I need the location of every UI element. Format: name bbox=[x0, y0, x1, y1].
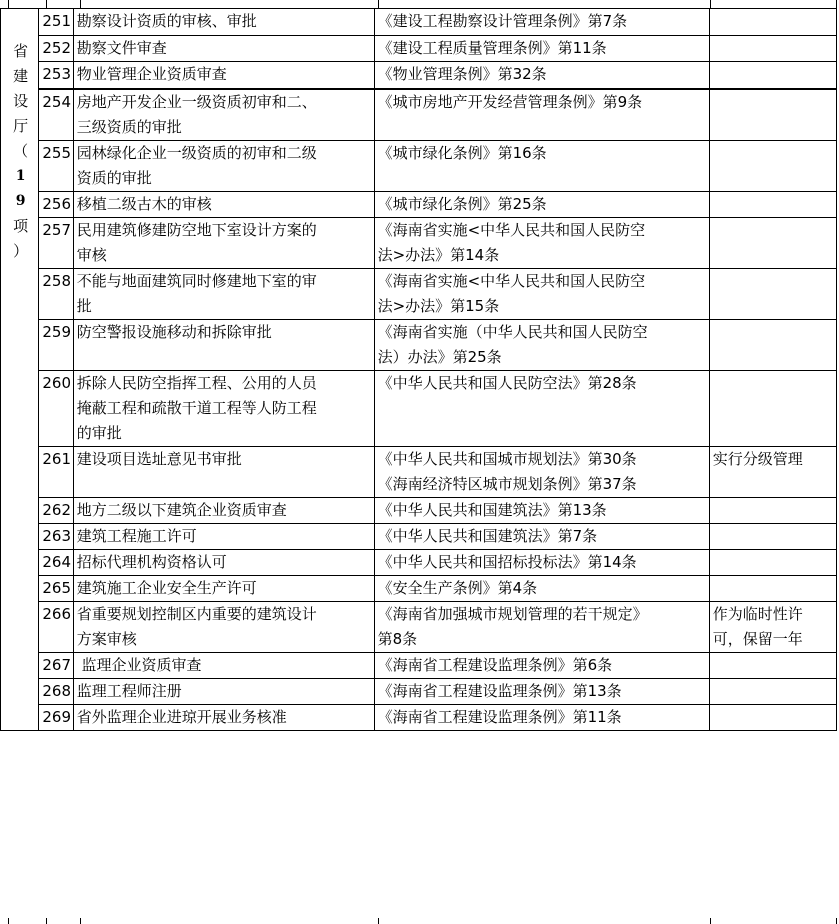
legal-basis-cell bbox=[374, 524, 709, 550]
item-name-line: 建筑施工企业安全生产许可 bbox=[76, 579, 257, 597]
item-number: 256 bbox=[39, 192, 73, 218]
remark-cell bbox=[709, 498, 836, 524]
remark-cell bbox=[709, 9, 836, 36]
item-name-cell bbox=[73, 218, 374, 269]
legal-basis-cell bbox=[374, 141, 709, 192]
item-name-line: 建设项目选址意见书审批 bbox=[76, 450, 242, 468]
item-name-cell bbox=[73, 269, 374, 320]
legal-basis-line: 《海南省工程建设监理条例》第6条 bbox=[377, 656, 613, 674]
table-bottom-edge bbox=[0, 918, 839, 924]
item-number: 261 bbox=[39, 447, 73, 498]
table-row bbox=[1, 320, 837, 371]
department-char: 设 bbox=[13, 92, 29, 110]
legal-basis-cell bbox=[374, 218, 709, 269]
remark-cell bbox=[709, 602, 836, 653]
item-number: 267 bbox=[39, 653, 73, 679]
item-name-line: 批 bbox=[76, 297, 92, 315]
item-number: 260 bbox=[39, 371, 73, 447]
remark-cell bbox=[709, 62, 836, 89]
table-row bbox=[1, 653, 837, 679]
item-number: 265 bbox=[39, 576, 73, 602]
legal-basis-cell bbox=[374, 447, 709, 498]
legal-basis-cell bbox=[374, 653, 709, 679]
department-char: 厅 bbox=[13, 117, 29, 135]
legal-basis-cell bbox=[374, 371, 709, 447]
legal-basis-line: 法>办法》第14条 bbox=[377, 246, 500, 264]
item-name-cell bbox=[73, 653, 374, 679]
item-name-line: 三级资质的审批 bbox=[76, 118, 182, 136]
legal-basis-cell bbox=[374, 320, 709, 371]
table-row bbox=[1, 576, 837, 602]
item-number: 258 bbox=[39, 269, 73, 320]
table-row bbox=[1, 524, 837, 550]
legal-basis-line: 《建设工程勘察设计管理条例》第7条 bbox=[377, 12, 628, 30]
remark-cell bbox=[709, 89, 836, 141]
department-char: 项 bbox=[13, 217, 29, 235]
item-name-line: 审核 bbox=[76, 246, 107, 264]
item-number: 266 bbox=[39, 602, 73, 653]
department-char: （ bbox=[13, 142, 29, 160]
item-name-line: 勘察文件审查 bbox=[76, 38, 167, 57]
remark-cell bbox=[709, 320, 836, 371]
item-name-cell bbox=[73, 320, 374, 371]
item-name-cell bbox=[73, 447, 374, 498]
item-number: 262 bbox=[39, 498, 73, 524]
legal-basis-line: 法）办法》第25条 bbox=[377, 348, 502, 366]
legal-basis-line: 《中华人民共和国建筑法》第13条 bbox=[377, 501, 607, 519]
item-name-cell bbox=[73, 679, 374, 705]
legal-basis-cell bbox=[374, 89, 709, 141]
item-name-cell bbox=[73, 705, 374, 731]
remark-cell bbox=[709, 524, 836, 550]
legal-basis-line: 《海南省实施<中华人民共和国人民防空 bbox=[377, 272, 646, 290]
legal-basis-cell bbox=[374, 576, 709, 602]
item-name-line: 园林绿化企业一级资质的初审和二级 bbox=[76, 144, 317, 162]
remark-cell bbox=[709, 269, 836, 320]
item-name-line: 省重要规划控制区内重要的建筑设计 bbox=[76, 605, 317, 623]
table-row bbox=[1, 192, 837, 218]
item-number: 264 bbox=[39, 550, 73, 576]
table-row bbox=[1, 550, 837, 576]
remark-cell bbox=[709, 447, 836, 498]
item-number: 254 bbox=[39, 89, 73, 141]
item-name-line: 掩蔽工程和疏散干道工程等人防工程 bbox=[76, 399, 317, 417]
item-number: 263 bbox=[39, 524, 73, 550]
table-top-edge bbox=[0, 0, 839, 8]
department-cell bbox=[1, 89, 39, 731]
remark-cell bbox=[709, 679, 836, 705]
legal-basis-cell bbox=[374, 192, 709, 218]
legal-basis-cell bbox=[374, 9, 709, 36]
legal-basis-line: 《海南省加强城市规划管理的若干规定》 bbox=[377, 605, 648, 623]
item-name-line: 地方二级以下建筑企业资质审查 bbox=[76, 501, 287, 519]
legal-basis-cell bbox=[374, 602, 709, 653]
remark-cell bbox=[709, 371, 836, 447]
item-name-line: 防空警报设施移动和拆除审批 bbox=[76, 323, 272, 341]
table-row bbox=[1, 602, 837, 653]
item-number: 251 bbox=[39, 9, 73, 36]
table-row bbox=[1, 35, 837, 62]
legal-basis-line: 法>办法》第15条 bbox=[377, 297, 500, 315]
remark-cell bbox=[709, 705, 836, 731]
department-item-count: 19 bbox=[15, 168, 26, 209]
item-number: 253 bbox=[39, 62, 73, 89]
department-cell-top bbox=[1, 9, 39, 90]
legal-basis-cell bbox=[374, 269, 709, 320]
item-name-line: 省外监理企业进琼开展业务核准 bbox=[76, 708, 287, 726]
department-label-part1 bbox=[13, 9, 29, 89]
item-name-cell bbox=[73, 524, 374, 550]
table-row bbox=[1, 141, 837, 192]
item-name-cell bbox=[73, 192, 374, 218]
table-row bbox=[1, 218, 837, 269]
table-row bbox=[1, 679, 837, 705]
item-name-line: 监理企业资质审查 bbox=[76, 656, 202, 674]
item-number: 259 bbox=[39, 320, 73, 371]
item-name-cell bbox=[73, 602, 374, 653]
approval-items-table bbox=[0, 8, 837, 731]
item-number: 257 bbox=[39, 218, 73, 269]
remark-cell bbox=[709, 550, 836, 576]
item-name-line: 方案审核 bbox=[76, 630, 137, 648]
department-char: 建 bbox=[13, 67, 29, 85]
item-name-cell bbox=[73, 550, 374, 576]
legal-basis-cell bbox=[374, 62, 709, 89]
item-number: 268 bbox=[39, 679, 73, 705]
item-number: 252 bbox=[39, 35, 73, 62]
item-name-line: 拆除人民防空指挥工程、公用的人员 bbox=[76, 374, 317, 392]
department-char: 省 bbox=[13, 42, 29, 60]
table-row bbox=[1, 269, 837, 320]
item-name-line: 的审批 bbox=[76, 424, 122, 442]
item-name-cell bbox=[73, 576, 374, 602]
item-name-line: 资质的审批 bbox=[76, 169, 152, 187]
legal-basis-line: 《中华人民共和国建筑法》第7条 bbox=[377, 527, 598, 545]
item-name-cell bbox=[73, 89, 374, 141]
legal-basis-cell bbox=[374, 550, 709, 576]
legal-basis-cell bbox=[374, 705, 709, 731]
table-row bbox=[1, 371, 837, 447]
legal-basis-line: 《中华人民共和国人民防空法》第28条 bbox=[377, 374, 637, 392]
legal-basis-line: 《建设工程质量管理条例》第11条 bbox=[377, 38, 607, 57]
item-name-cell bbox=[73, 62, 374, 89]
item-name-line: 监理工程师注册 bbox=[76, 682, 182, 700]
legal-basis-line: 《城市房地产开发经营管理条例》第9条 bbox=[377, 93, 643, 111]
legal-basis-line: 第8条 bbox=[377, 630, 418, 648]
remark-cell bbox=[709, 218, 836, 269]
remark-line: 可，保留一年 bbox=[712, 630, 803, 648]
item-name-cell bbox=[73, 141, 374, 192]
item-name-line: 移植二级古木的审核 bbox=[76, 195, 212, 213]
legal-basis-cell bbox=[374, 679, 709, 705]
table-row bbox=[1, 9, 837, 36]
item-name-cell bbox=[73, 35, 374, 62]
item-name-line: 建筑工程施工许可 bbox=[76, 527, 197, 545]
item-name-line: 房地产开发企业一级资质初审和二、 bbox=[76, 93, 317, 111]
legal-basis-line: 《中华人民共和国城市规划法》第30条 bbox=[377, 450, 637, 468]
legal-basis-line: 《城市绿化条例》第16条 bbox=[377, 144, 547, 162]
department-char: ） bbox=[13, 242, 29, 260]
item-name-line: 不能与地面建筑同时修建地下室的审 bbox=[76, 272, 317, 290]
table-row bbox=[1, 705, 837, 731]
remark-line: 作为临时性许 bbox=[712, 605, 803, 623]
legal-basis-line: 《海南经济特区城市规划条例》第37条 bbox=[377, 475, 637, 493]
legal-basis-line: 《海南省实施（中华人民共和国人民防空 bbox=[377, 323, 648, 341]
item-number: 269 bbox=[39, 705, 73, 731]
remark-cell bbox=[709, 141, 836, 192]
remark-cell bbox=[709, 653, 836, 679]
item-number: 255 bbox=[39, 141, 73, 192]
item-name-line: 物业管理企业资质审查 bbox=[76, 65, 227, 84]
remark-cell bbox=[709, 35, 836, 62]
table-row bbox=[1, 62, 837, 89]
item-name-line: 招标代理机构资格认可 bbox=[76, 553, 227, 571]
remark-cell bbox=[709, 192, 836, 218]
remark-line: 实行分级管理 bbox=[712, 450, 803, 468]
table-row bbox=[1, 89, 837, 141]
table-row bbox=[1, 498, 837, 524]
legal-basis-cell bbox=[374, 498, 709, 524]
legal-basis-line: 《中华人民共和国招标投标法》第14条 bbox=[377, 553, 637, 571]
legal-basis-cell bbox=[374, 35, 709, 62]
item-name-cell bbox=[73, 371, 374, 447]
item-name-line: 勘察设计资质的审核、审批 bbox=[76, 12, 257, 30]
legal-basis-line: 《海南省工程建设监理条例》第13条 bbox=[377, 682, 622, 700]
legal-basis-line: 《安全生产条例》第4条 bbox=[377, 579, 538, 597]
item-name-line: 民用建筑修建防空地下室设计方案的 bbox=[76, 221, 317, 239]
item-name-cell bbox=[73, 9, 374, 36]
legal-basis-line: 《海南省实施<中华人民共和国人民防空 bbox=[377, 221, 646, 239]
remark-cell bbox=[709, 576, 836, 602]
legal-basis-line: 《城市绿化条例》第25条 bbox=[377, 195, 547, 213]
item-name-cell bbox=[73, 498, 374, 524]
legal-basis-line: 《物业管理条例》第32条 bbox=[377, 65, 547, 84]
legal-basis-line: 《海南省工程建设监理条例》第11条 bbox=[377, 708, 622, 726]
table-row bbox=[1, 447, 837, 498]
department-label-part2 bbox=[13, 89, 29, 264]
